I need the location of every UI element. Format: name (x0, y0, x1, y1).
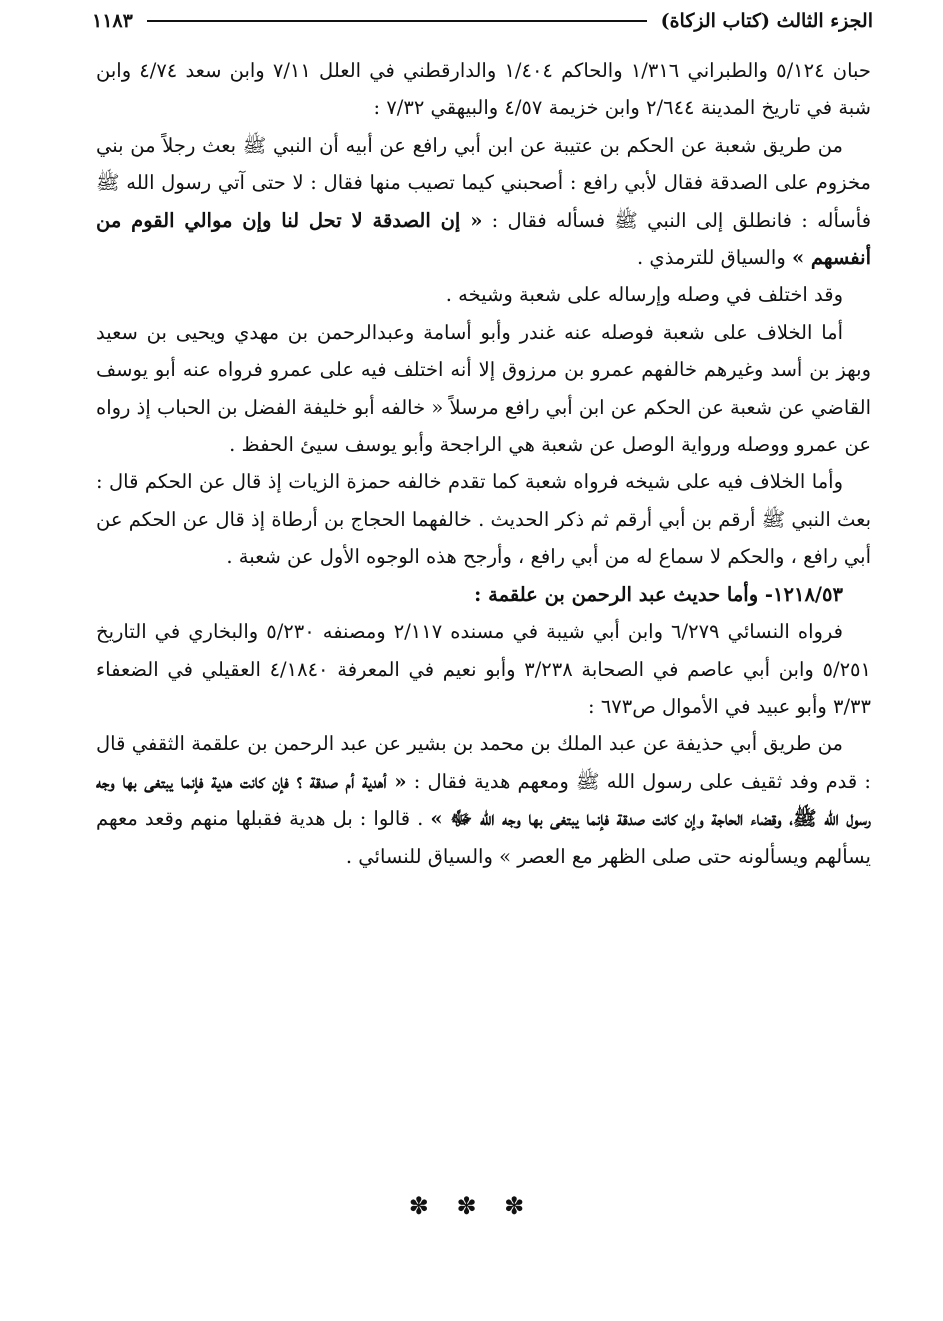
running-title: الجزء الثالث (كتاب الزكاة) (660, 10, 873, 32)
text-run: حبان ٥/١٢٤ والطبراني ١/٣١٦ والحاكم ١/٤٠٤ والدارقطني في العلل ٧/١١ وابن سعد ٤/٧٤ وابن شبة في تاريخ المدينة ٢/٦٤٤ وابن خزيمة ٤/٥٧ والبيهقي ٧/٣٢ : (96, 59, 871, 120)
text-run: من طريق شعبة عن الحكم بن عتيبة عن ابن أبي رافع عن أبيه أن النبي ﷺ بعث رجلاً من بني مخزوم على الصدقة فقال لأبي رافع : أصحبني كيما تصيب منها فقال : لا حتى آتي رسول الله ﷺ فأسأله : فانطلق إلى النبي ﷺ فسأله فقال : (96, 133, 872, 232)
text-run: . قالوا : بل هدية فقبلها منهم وقعد معهم يسألهم ويسألونه حتى صلى الظهر مع العصر » والسياق للنسائي . (96, 807, 871, 868)
text-run: فرواه النسائي ٦/٢٧٩ وابن أبي شيبة في مسنده ٢/١١٧ ومصنفه ٥/٢٣٠ والبخاري في التاريخ ٥/٢٥١ وابن أبي عاصم في الصحابة ٣/٢٣٨ وأبو نعيم في المعرفة ٤/١٨٤٠ العقيلي في الضعفاء ٣/٣٣ وأبو عبيد في الأموال ص٦٧٣ : (96, 620, 871, 718)
text-run: وأما الخلاف فيه على شيخه فرواه شعبة كما تقدم خالفه حمزة الزيات إذ قال عن الحكم قال : بعث النبي ﷺ أرقم بن أبي أرقم ثم ذكر الحديث . خالفهما الحجاج بن أرطاة إذ قال عن الحكم عن أبي رافع ، والحكم لا سماع له من أبي رافع ، وأرجح هذه الوجوه الأول عن شعبة . (96, 470, 871, 569)
section-heading (96, 576, 871, 613)
text-run: أما الخلاف على شعبة فوصله عنه غندر وأبو أسامة وعبدالرحمن بن مهدي ويحيى بن سعيد وبهز بن أسد وغيرهم خالفهم عمرو بن مرزوق إلا أنه اختلف فيه على عمرو فرواه عنه أبو يوسف القاضي عن شعبة عن الحكم عن ابن أبي رافع مرسلاً « خالفه أبو خليفة الفضل بن الحباب إذ رواه عن عمرو ووصله ورواية الوصل عن شعبة هي الراجحة وأبو يوسف سيئ الحفظ . (96, 320, 871, 457)
quoted-hadith-text: « أهدية أم صدقة ؟ فإن كانت هدية فإنما يبتغى بها وجه رسول الله ﷺ، وقضاء الحاجة وإن كانت صدقة فإنما يبتغى بها وجه الله ﷻ » (96, 769, 871, 831)
paragraph (96, 613, 871, 725)
section-end-ornament: ✽ ✽ ✽ (408, 1192, 535, 1220)
paragraph (96, 463, 871, 575)
paragraph (96, 314, 871, 464)
paragraph (96, 127, 871, 277)
running-header (92, 6, 873, 36)
page-number: ١١٨٣ (92, 10, 133, 32)
paragraph (96, 725, 871, 875)
text-run: وقد اختلف في وصله وإرساله على شعبة وشيخه . (445, 283, 843, 307)
quoted-hadith-text: ١٢١٨/٥٣- وأما حديث عبد الرحمن بن علقمة : (474, 582, 843, 606)
paragraph (96, 276, 871, 313)
paragraph (96, 52, 871, 127)
body-text (96, 52, 871, 875)
header-rule (147, 20, 647, 22)
text-run: من طريق أبي حذيفة عن عبد الملك بن محمد بن بشير عن عبد الرحمن بن علقمة الثقفي قال : قدم وفد ثقيف على رسول الله ﷺ ومعهم هدية فقال : (96, 732, 871, 793)
text-run: والسياق للترمذي . (637, 246, 792, 270)
quoted-hadith-text: « إن الصدقة لا تحل لنا وإن موالي القوم من أنفسهم » (96, 208, 871, 270)
